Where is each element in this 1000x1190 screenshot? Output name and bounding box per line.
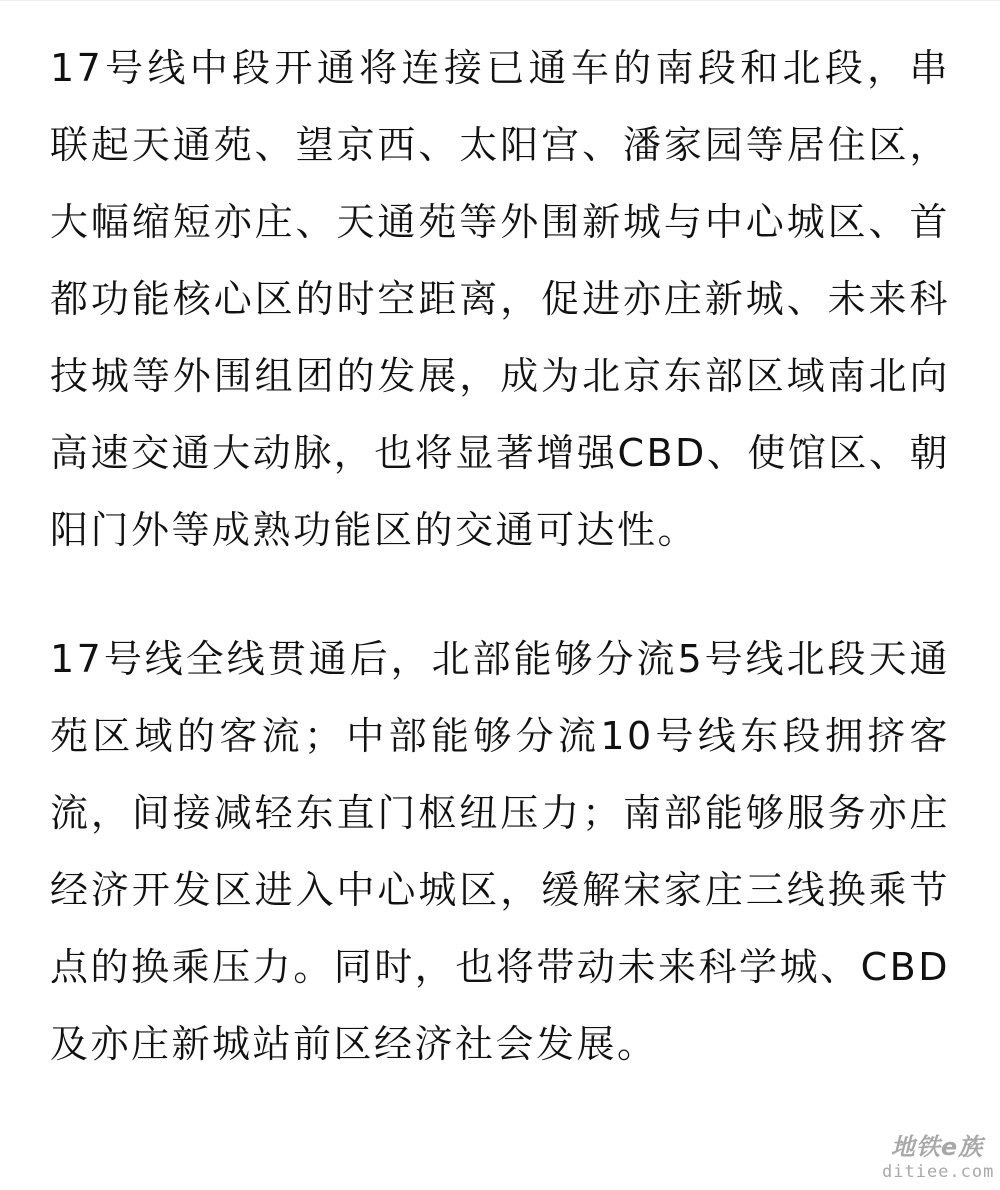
article-body <box>50 30 950 1083</box>
watermark-url: ditiee.com <box>882 1162 995 1182</box>
top-divider <box>0 0 1000 1</box>
watermark-logo-text: 地铁e族 <box>890 1133 984 1161</box>
site-watermark <box>882 1132 995 1182</box>
article-paragraph-2: 17号线全线贯通后，北部能够分流5号线北段天通苑区域的客流；中部能够分流10号线东段拥挤客流，间接减轻东直门枢纽压力；南部能够服务亦庄经济开发区进入中心城区，缓解宋家庄三线换乘节点的换乘压力。同时，也将带动未来科学城、CBD及亦庄新城站前区经济社会发展。 <box>50 637 950 1066</box>
article-paragraph-1: 17号线中段开通将连接已通车的南段和北段，串联起天通苑、望京西、太阳宫、潘家园等居住区，大幅缩短亦庄、天通苑等外围新城与中心城区、首都功能核心区的时空距离，促进亦庄新城、未来科技城等外围组团的发展，成为北京东部区域南北向高速交通大动脉，也将显著增强CBD、使馆区、朝阳门外等成熟功能区的交通可达性。 <box>50 46 950 552</box>
